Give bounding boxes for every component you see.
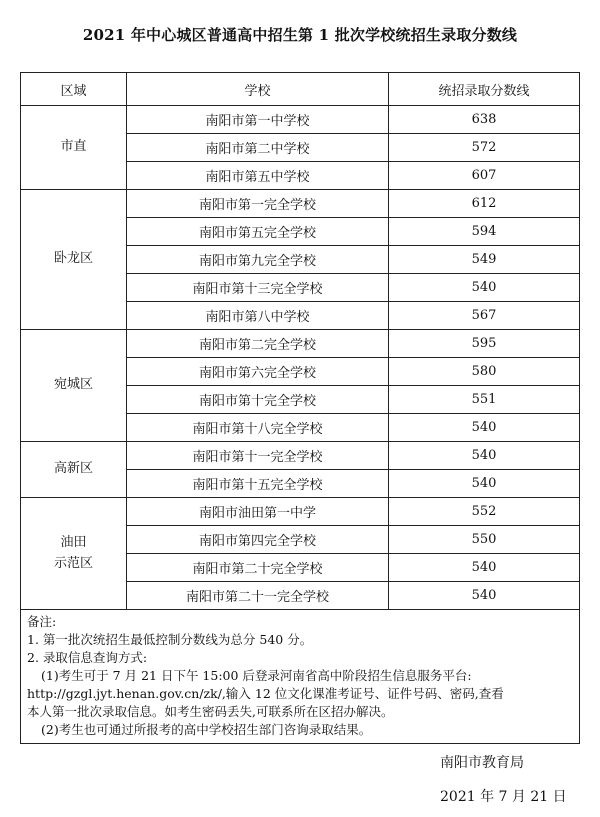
score-cell: 540 [389, 554, 580, 582]
score-cell: 638 [389, 106, 580, 134]
school-cell: 南阳市第一完全学校 [127, 190, 389, 218]
score-cell: 572 [389, 134, 580, 162]
header-school: 学校 [127, 73, 389, 106]
school-cell: 南阳市第四完全学校 [127, 526, 389, 554]
table-row [21, 498, 580, 526]
score-cell: 594 [389, 218, 580, 246]
district-name: 卧龙区 [53, 251, 93, 267]
school-cell: 南阳市第二完全学校 [127, 330, 389, 358]
school-cell: 南阳市第八中学校 [127, 302, 389, 330]
district-cell [21, 106, 127, 190]
document-title: 2021 年中心城区普通高中招生第 1 批次学校统招生录取分数线 [82, 26, 518, 44]
score-table-body [21, 106, 580, 610]
note-line: (2)考生也可通过所报考的高中学校招生部门咨询录取结果。 [41, 722, 372, 737]
school-cell: 南阳市第十五完全学校 [127, 470, 389, 498]
note-line: (1)考生可于 7 月 21 日下午 15:00 后登录河南省高中阶段招生信息服务平台: [41, 668, 472, 683]
score-cell: 567 [389, 302, 580, 330]
score-cell: 580 [389, 358, 580, 386]
table-row [21, 442, 580, 470]
note-line: 1. 第一批次统招生最低控制分数线为总分 540 分。 [27, 632, 313, 647]
score-cell: 540 [389, 274, 580, 302]
note-line: http://gzgl.jyt.henan.gov.cn/zk/,输入 12 位文化课准考证号、证件号码、密码,查看 [27, 686, 504, 701]
issue-date: 2021 年 7 月 21 日 [440, 789, 567, 805]
district-cell [21, 190, 127, 330]
school-cell: 南阳市第十八完全学校 [127, 414, 389, 442]
school-cell: 南阳市第二中学校 [127, 134, 389, 162]
table-header-row [21, 73, 580, 106]
district-name: 示范区 [53, 555, 93, 571]
district-name: 油田 [60, 534, 87, 550]
school-cell: 南阳市第五中学校 [127, 162, 389, 190]
note-line: 本人第一批次录取信息。如考生密码丢失,可联系所在区招办解决。 [27, 704, 394, 719]
note-line: 2. 录取信息查询方式: [27, 650, 148, 665]
notes-lines [27, 631, 575, 739]
school-cell: 南阳市第一中学校 [127, 106, 389, 134]
notes-row [21, 610, 580, 744]
school-cell: 南阳市第十一完全学校 [127, 442, 389, 470]
district-cell [21, 442, 127, 498]
score-cell: 552 [389, 498, 580, 526]
score-cell: 549 [389, 246, 580, 274]
school-cell: 南阳市第十完全学校 [127, 386, 389, 414]
school-cell: 南阳市油田第一中学 [127, 498, 389, 526]
score-table [20, 72, 580, 744]
district-name: 市直 [60, 139, 87, 155]
district-name: 宛城区 [53, 377, 93, 393]
score-cell: 540 [389, 414, 580, 442]
score-cell: 595 [389, 330, 580, 358]
school-cell: 南阳市第二十完全学校 [127, 554, 389, 582]
header-district: 区域 [21, 73, 127, 106]
score-cell: 540 [389, 442, 580, 470]
school-cell: 南阳市第十三完全学校 [127, 274, 389, 302]
score-cell: 612 [389, 190, 580, 218]
notes-heading: 备注: [27, 614, 57, 629]
table-row [21, 330, 580, 358]
district-cell [21, 498, 127, 610]
score-cell: 607 [389, 162, 580, 190]
score-cell: 550 [389, 526, 580, 554]
issuer: 南阳市教育局 [440, 755, 524, 771]
school-cell: 南阳市第九完全学校 [127, 246, 389, 274]
notes-cell [21, 610, 580, 744]
table-row [21, 106, 580, 134]
table-row [21, 190, 580, 218]
school-cell: 南阳市第五完全学校 [127, 218, 389, 246]
header-score: 统招录取分数线 [389, 73, 580, 106]
score-cell: 540 [389, 470, 580, 498]
district-name: 高新区 [53, 461, 93, 477]
score-cell: 540 [389, 582, 580, 610]
school-cell: 南阳市第二十一完全学校 [127, 582, 389, 610]
school-cell: 南阳市第六完全学校 [127, 358, 389, 386]
district-cell [21, 330, 127, 442]
score-cell: 551 [389, 386, 580, 414]
